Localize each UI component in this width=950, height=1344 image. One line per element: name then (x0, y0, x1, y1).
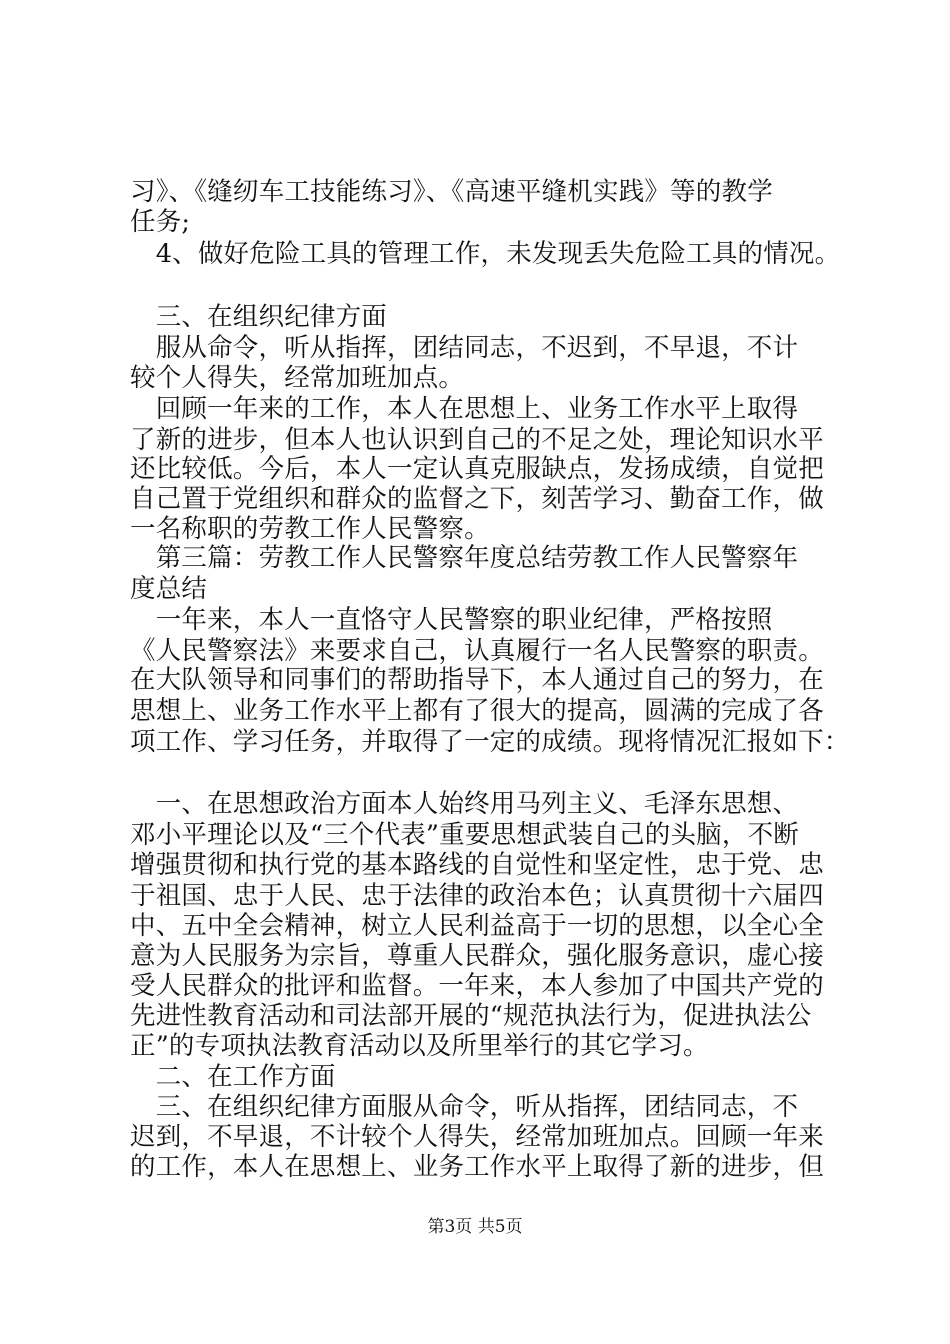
text-line: 任务; (130, 207, 191, 237)
text-line: 习》、《缝纫车工技能练习》、《高速平缝机实践》等的教学 (130, 177, 773, 207)
text-line: 受人民群众的批评和监督。一年来，本人参加了中国共产党的 (130, 971, 824, 1001)
text-line: 三、在组织纪律方面服从命令，听从指挥，团结同志，不 (130, 1092, 799, 1122)
text-line: 思想上、业务工作水平上都有了很大的提高，圆满的完成了各 (130, 696, 824, 726)
text-line: 中、五中全会精神，树立人民利益高于一切的思想，以全心全 (130, 911, 824, 941)
text-line: 项工作、学习任务，并取得了一定的成绩。现将情况汇报如下： (130, 727, 850, 757)
section-heading: 三、在组织纪律方面 (130, 302, 388, 332)
text-line: 意为人民服务为宗旨，尊重人民群众，强化服务意识，虚心接 (130, 941, 824, 971)
text-line: 正”的专项执法教育活动以及所里举行的其它学习。 (130, 1031, 709, 1061)
text-line: 4、做好危险工具的管理工作，未发现丢失危险工具的情况。 (130, 239, 841, 269)
text-line: 邓小平理论以及“三个代表”重要思想武装自己的头脑，不断 (130, 820, 799, 850)
chapter-title: 第三篇：劳教工作人民警察年度总结劳教工作人民警察年 (130, 543, 799, 573)
text-line: 一、在思想政治方面本人始终用马列主义、毛泽东思想、 (130, 789, 799, 819)
text-line: 先进性教育活动和司法部开展的“规范执法行为，促进执法公 (130, 1001, 812, 1031)
text-line: 还比较低。今后，本人一定认真克服缺点，发扬成绩，自觉把 (130, 454, 824, 484)
text-line: 了新的进步，但本人也认识到自己的不足之处，理论知识水平 (130, 425, 824, 455)
text-line: 增强贯彻和执行党的基本路线的自觉性和坚定性，忠于党、忠 (130, 850, 824, 880)
text-line: 《人民警察法》来要求自己，认真履行一名人民警察的职责。 (130, 636, 824, 666)
page-footer: 第3页 共5页 (427, 1217, 523, 1237)
text-line: 于祖国、忠于人民、忠于法律的政治本色；认真贯彻十六届四 (130, 881, 824, 911)
text-line: 一年来，本人一直恪守人民警察的职业纪律，严格按照 (130, 605, 773, 635)
text-line: 在大队领导和同事们的帮助指导下，本人通过自己的努力，在 (130, 665, 824, 695)
text-line: 回顾一年来的工作，本人在思想上、业务工作水平上取得 (130, 394, 799, 424)
text-line: 迟到，不早退，不计较个人得失，经常加班加点。回顾一年来 (130, 1122, 824, 1152)
text-line: 自己置于党组织和群众的监督之下，刻苦学习、勤奋工作，做 (130, 484, 824, 514)
text-line: 较个人得失，经常加班加点。 (130, 363, 465, 393)
text-line: 的工作，本人在思想上、业务工作水平上取得了新的进步，但 (130, 1152, 824, 1182)
text-line: 一名称职的劳教工作人民警察。 (130, 514, 490, 544)
section-heading: 二、在工作方面 (130, 1062, 336, 1092)
text-line: 服从命令，听从指挥，团结同志，不迟到，不早退，不计 (130, 333, 799, 363)
chapter-title: 度总结 (130, 574, 208, 604)
